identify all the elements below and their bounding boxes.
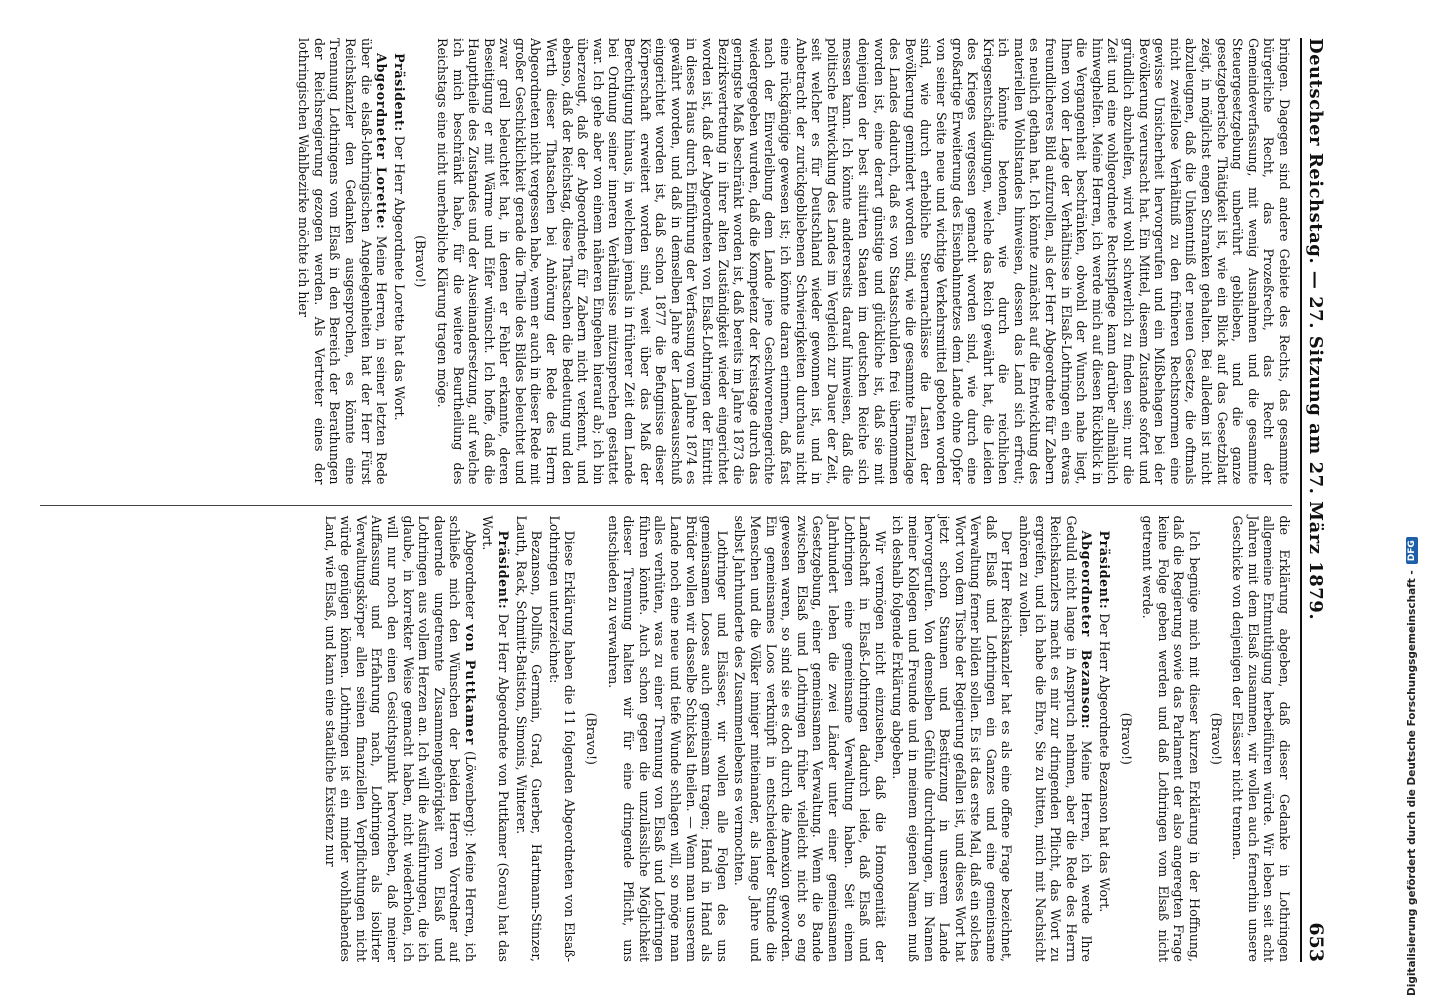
paragraph: Diese Erklärung haben die 11 folgenden Abgeordneten von Elsaß-Lothringen unterzeichnet:	[546, 515, 578, 962]
signatories: Bezanson, Dollfus, Germain, Grad, Guerber, Hartmann-Stinzer, Lauth, Rack, Schmitt-Batiston, Simonis, Winterer.	[513, 515, 545, 962]
speech	[296, 38, 390, 485]
interjection: (Bravo!)	[1118, 712, 1134, 765]
paragraph: Lothringer und Elsässer, wir wollen alle Folgen des uns gemeinsamen Looses auch gemeinsam tragen; Hand in Hand als Brüder wollen wir dasselbe Schicksal theilen. — Wenn man unserem Lande noch eine neue und tiefe Wunde schlagen will, so möge man alles verhüten, was zu einer Trennung von Elsaß und Lothringen führen könnte. Auch schon gegen die unzulässliche Möglichkeit dieser Trennung halten wir für eine dringende Pflicht, uns entschieden zu verwahren.	[605, 515, 730, 962]
dfg-logo: DFG	[1406, 537, 1418, 564]
running-head: Deutscher Reichstag. — 27. Sitzung am 27. März 1879.	[1305, 38, 1326, 621]
interjection: (Bravo!)	[584, 712, 600, 765]
speech-text: Meine Herren, in seiner letzten Rede über die elsaß-lothringischen Angelegenheiten hat der Herr Fürst Reichskanzler den Gedanken ausgesprochen, es könnte eine Trennung Lothringens vom Elsaß in den Bereich der Berathungen der Reichsregierung gezogen werden. Als Vertreter eines der lothringischen Wahlbezirke möchte ich hier	[296, 38, 390, 485]
speaker-name: von Puttkamer	[462, 624, 478, 746]
speech-text: Meine Herren, ich werde Ihre Geduld nicht lange in Anspruch nehmen, aber die Rede des Herrn Reichskanzlers macht es mir zur dringenden Pflicht, das Wort zu ergreifen, und ich habe die Ehre, Sie zu bitten, mich mit Nachsicht anhören zu wollen.	[1017, 515, 1095, 962]
speech-text: Meine Herren, ich schließe mich den Wünschen der beiden Herren Vorredner auf dauernde ungetrennte Zusammengehörigkeit von Elsaß und Lothringen aus vollem Herzen an. Ich will die Ausführungen, die ich glaube, in korrekter Weise gemacht haben, nicht wiederholen, ich will nur noch den einen Gesichtspunkt hervorheben, daß meiner Auffassung und Erfahrung nach, Lothringen als isolirter Verwaltungskörper allen seinen finanziellen Verpflichtungen nicht würde genügen können. Lothringen ist ein minder wohlhabendes Land, wie Elsaß, und kann eine staatliche Existenz nur	[322, 515, 478, 962]
speaker-label: Abgeordneter Bezanson:	[1079, 530, 1095, 730]
statement-text: Der Herr Abgeordnete Lorette hat das Wort.	[391, 135, 407, 421]
page-number: 653	[1305, 922, 1327, 962]
president-statement	[391, 38, 407, 485]
speech	[1017, 516, 1095, 963]
interjection: (Bravo!)	[413, 235, 429, 288]
page-header	[1300, 38, 1336, 962]
speech	[322, 516, 478, 963]
text-columns	[40, 38, 1292, 962]
president-statement	[480, 516, 511, 963]
paragraph: bringen. Dagegen sind andere Gebiete des Rechts, das gesammte bürgerliche Recht, das Prozeßrecht, das Recht der Gemeindeverfassung, mit wenig Ausnahmen und die gesammte Steuergesetzgebung unberührt geblieben, und die ganze gesetzgeberische Thätigkeit ist, wie ein Blick auf das Gesetzblatt zeigt, in möglichst engen Schranken gehalten. Bei alledem ist nicht abzuleugnen, daß die Unkenntniß der neuen Gesetze, die oftmals nicht zweifellose Verhältniß zu den früheren Rechtsnormen eine gewisse Unsicherheit hervorgerufen und ein Mißbehagen bei der Bevölkerung verursacht hat. Ein Mittel, diesem Zustande sofort und gründlich abzuhelfen, wird wohl schwerlich zu finden sein; nur die Zeit und eine wohlgeordnete Rechtspflege kann darüber allmählich hinweghelfen. Meine Herren, ich werde mich auf diesen Rückblick in die Vergangenheit beschränken, obwohl der Wunsch nahe liegt, Ihnen von der Lage der Verhältnisse in Elsaß-Lothringen ein etwas freundlicheres Bild aufzurollen, als der Herr Abgeordnete für Zabern es neulich gethan hat. Ich könnte zunächst auf die Entwicklung des materiellen Wohlstandes hinweisen, dessen das Land sich erfreut; ich könnte betonen, wie durch die reichlichen Kriegsentschädigungen, welche das Reich gewährt hat, die Leiden des Krieges vergessen gemacht worden sind, wie durch eine großartige Erweiterung des Eisenbahnnetzes dem Lande ohne Opfer von seiner Seite neue und wichtige Verkehrsmittel geboten worden sind, wie durch erhebliche Steuernachlässe die Lasten der Bevölkerung gemindert worden sind, wie die gesammte Finanzlage des Landes dadurch, daß es von Staatsschulden frei übernommen worden ist, eine derart günstige und glückliche ist, daß sie mit denjenigen der best situirten Staaten im deutschen Reiche sich messen kann. Ich könnte andererseits darauf hinweisen, daß die politische Entwicklung des Landes im Vergleich zur Dauer der Zeit, seit welcher es für Deutschland wieder gewonnen ist, und in Anbetracht der zurückgebliebenen Schwierigkeiten durchaus nicht eine rückgängige gewesen ist; ich könnte daran erinnern, daß fast nach der Einverleibung dem Lande jene Geschworenengerichte wiedergegeben wurden, daß die Kompetenz der Kreistage durch das geringste Maß beschränkt worden ist, daß bereits im Jahre 1873 die Bezirksvertretung in ihrer alten Zuständigkeit wieder eingerichtet worden ist, daß der Abgeordneten von Elsaß-Lothringen der Eintritt in dieses Haus durch Einführung der Verfassung vom Jahre 1874 es gewährt worden, und daß in demselben Jahre der Landesausschuß eingerichtet worden ist, daß schon 1877 die Befugnisse dieser Körperschaft erweitert worden sind, weit über das Maß der Berechtigung hinaus, in welchem jemals in früherer Zeit dem Lande bei Ordnung seiner inneren Verhältnisse mitzusprechen gestattet war. Ich gehe aber von einem näheren Eingehen hierauf ab; ich bin überzeugt, daß der Abgeordnete für Zabern nicht verkennt, und ebenso, daß der Reichstag, diese Thatsachen die Bedeutung und den Werth dieser Thatsachen bei Anhörung der Rede des Herrn Abgeordneten nicht vergessen habe, wenn er auch in dieser Rede mit großer Geschicklichkeit gerade die Theile des Bildes beleuchtet und zwar grell beleuchtet hat, in denen er Fehler erkannte, deren Beseitigung er mit Wärme und Eifer wünscht. Ich hoffe, daß die Haupttheile des Zustandes und der Auseinandersetzung, auf welche ich mich beschränkt habe, für die weitere Beurtheilung des Reichstags eine nicht unerhebliche Klärung tragen möge.	[434, 38, 1292, 485]
statement-text: Der Herr Abgeordnete von Puttkamer (Sorau) hat das Wort.	[480, 515, 512, 962]
speaker-district: (Löwenberg):	[462, 750, 478, 837]
digitization-note	[1406, 6, 1418, 996]
paragraph: Ich begnüge mich mit dieser kurzen Erklärung in der Hoffnung, daß die Regierung sowie das Parlament der also angeregten Frage keine Folge geben werden und daß Lothringen vom Elsaß nicht getrennt werde.	[1140, 515, 1203, 962]
president-statement	[1096, 516, 1112, 963]
speaker-label: Präsident:	[1097, 530, 1113, 610]
statement-text: Der Herr Abgeordnete Bezanson hat das Wort.	[1097, 613, 1113, 913]
right-column	[40, 505, 1292, 963]
paragraph: Der Herr Reichskanzler hat es als eine offene Frage bezeichnet, daß Elsaß und Lothringen ein Ganzes und eine gemeinsame Verwaltung ferner bilden sollen. Es ist das erste Mal, daß ein solches Wort von dem Tische der Regierung gefallen ist, und dieses Wort hat jetzt schon Staunen und Bestürzung in unserem Lande hervorgerufen. Von demselben Gefühle durchdrungen, im Namen meiner Kollegen und Freunde und in meinem eigenen Namen muß ich deshalb folgende Erklärung abgeben.	[890, 515, 1015, 962]
speaker-label: Präsident:	[391, 53, 407, 132]
speaker-label: Abgeordneter Lorette:	[374, 53, 390, 230]
speaker-label: Abgeordneter	[462, 530, 478, 620]
digitization-text: Digitalisierung gefördert durch die Deutsche Forschungsgemeinschaft -	[1406, 570, 1418, 996]
paragraph: die Erklärung abgeben, daß dieser Gedanke in Lothringen allgemeine Entmuthigung herbeiführen würde. Wir leben seit acht Jahren mit dem Elsaß zusammen, wir wollen auch fernerhin unsere Geschicke von denjenigen der Elsässer nicht trennen.	[1230, 515, 1292, 962]
paragraph: Wir vermögen nicht einzusehen, daß die Homogenität der Landschaft in Elsaß-Lothringen dadurch leide, daß Elsaß und Lothringen eine gemeinsame Verwaltung haben. Seit einem Jahrhundert leben die zwei Länder unter einer gemeinsamen Gesetzgebung, einer gemeinsamen Verwaltung. Wenn die Bande zwischen Elsaß und Lothringen früher vielleicht nicht so eng gewesen waren, so sind sie es doch durch die Annexion geworden. Ein gemeinsames Loos verknüpft in entscheidender Stunde die Menschen und die Völker inniger miteinander, als lange Jahre und selbst Jahrhunderte des Zusammenlebens es vermochten.	[732, 515, 888, 962]
interjection: (Bravo!)	[1208, 712, 1224, 765]
speaker-label: Präsident:	[496, 530, 512, 610]
left-column	[40, 38, 1292, 487]
